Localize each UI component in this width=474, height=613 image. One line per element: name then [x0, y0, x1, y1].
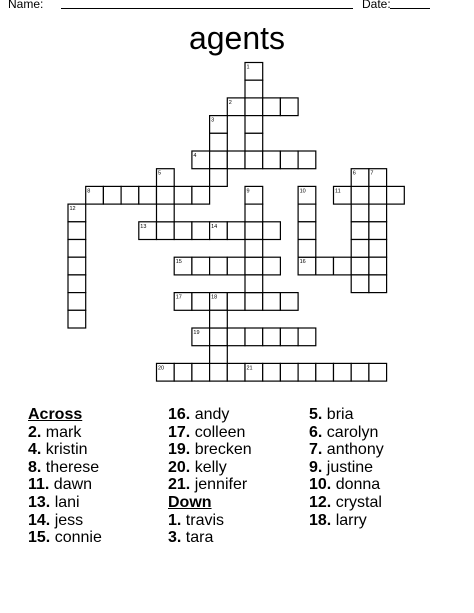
cell-number: 20 — [158, 365, 165, 372]
grid-cell[interactable] — [263, 363, 281, 381]
grid-cell[interactable] — [298, 204, 316, 222]
clue-text: colleen — [190, 423, 246, 441]
grid-cell[interactable] — [227, 151, 245, 169]
clue-text: justine — [322, 458, 374, 476]
name-label: Name: — [8, 0, 44, 11]
clue-text: anthony — [322, 441, 384, 459]
grid-cell[interactable] — [157, 204, 175, 222]
grid-cell[interactable] — [210, 310, 228, 328]
clue-number: 5. — [309, 406, 323, 423]
clue-number: 21. — [168, 476, 191, 494]
grid-cell[interactable] — [192, 293, 210, 311]
clue-number: 20. — [168, 458, 191, 476]
clue-text: kelly — [190, 458, 227, 476]
grid-cell[interactable] — [245, 98, 263, 116]
cell-number: 9 — [246, 188, 250, 195]
clue-number: 2. — [28, 423, 42, 441]
clue-number: 12. — [309, 493, 332, 511]
grid-cell[interactable] — [351, 275, 369, 293]
grid-cell[interactable] — [245, 116, 263, 134]
grid-cell[interactable] — [263, 293, 281, 311]
grid-cell[interactable] — [210, 328, 228, 346]
clue-item — [28, 512, 102, 530]
clue-heading-across: Across — [28, 406, 83, 423]
grid-cell[interactable] — [245, 80, 263, 98]
grid-cell[interactable] — [192, 222, 210, 240]
grid-cell[interactable] — [369, 186, 387, 204]
clue-column-1 — [28, 406, 102, 547]
clue-item — [168, 459, 252, 477]
grid-cell[interactable] — [351, 257, 369, 275]
cell-number: 21 — [246, 365, 253, 372]
grid-cell[interactable] — [369, 204, 387, 222]
grid-cell[interactable] — [334, 257, 352, 275]
clue-item — [168, 424, 252, 442]
grid-cell[interactable] — [245, 257, 263, 275]
cell-number: 17 — [175, 294, 182, 301]
cell-number: 6 — [352, 170, 356, 177]
grid-cell[interactable] — [227, 257, 245, 275]
grid-cell[interactable] — [68, 257, 86, 275]
grid-cell[interactable] — [174, 363, 192, 381]
grid-cell[interactable] — [245, 275, 263, 293]
grid-cell[interactable] — [210, 151, 228, 169]
clue-heading-down: Down — [168, 493, 212, 511]
clue-column-2 — [168, 406, 252, 547]
puzzle-title: agents — [188, 20, 286, 56]
cell-number: 1 — [246, 64, 250, 71]
clue-number: 4. — [28, 441, 42, 459]
grid-cell[interactable] — [369, 363, 387, 381]
grid-cell[interactable] — [369, 275, 387, 293]
clue-text: lani — [50, 493, 80, 511]
clue-item — [28, 494, 102, 512]
cell-number: 13 — [140, 223, 147, 230]
clue-text: connie — [50, 529, 102, 547]
grid-cell[interactable] — [351, 222, 369, 240]
grid-cell[interactable] — [280, 363, 298, 381]
grid-cell[interactable] — [298, 240, 316, 258]
grid-cell[interactable] — [210, 363, 228, 381]
grid-cell[interactable] — [298, 363, 316, 381]
cell-number: 16 — [299, 259, 306, 266]
cell-number: 12 — [69, 206, 76, 213]
grid-cell[interactable] — [121, 186, 139, 204]
clue-item — [309, 406, 384, 424]
cell-number: 5 — [158, 170, 162, 177]
cell-number: 3 — [211, 117, 215, 124]
grid-cell[interactable] — [210, 133, 228, 151]
cell-number: 15 — [175, 259, 182, 266]
grid-cell[interactable] — [68, 275, 86, 293]
clue-number: 6. — [309, 423, 323, 441]
grid-cell[interactable] — [103, 186, 121, 204]
grid-cell[interactable] — [174, 186, 192, 204]
clue-number: 10. — [309, 476, 332, 494]
clue-number: 7. — [309, 441, 323, 459]
clue-item — [28, 441, 102, 459]
cell-number: 14 — [211, 223, 218, 230]
grid-cell[interactable] — [369, 240, 387, 258]
clue-text: therese — [41, 458, 100, 476]
grid-cell[interactable] — [210, 169, 228, 187]
clue-item — [309, 512, 384, 530]
cell-number: 2 — [228, 99, 232, 106]
clue-text: brecken — [190, 441, 252, 459]
grid-cell[interactable] — [280, 151, 298, 169]
cell-number: 18 — [211, 294, 218, 301]
clue-item — [309, 424, 384, 442]
grid-cell[interactable] — [157, 186, 175, 204]
grid-cell[interactable] — [210, 346, 228, 364]
clue-number: 13. — [28, 493, 51, 511]
clue-item — [309, 459, 384, 477]
grid-cell[interactable] — [68, 222, 86, 240]
grid-cell[interactable] — [245, 240, 263, 258]
clue-text: crystal — [331, 493, 382, 511]
grid-cell[interactable] — [387, 186, 405, 204]
grid-cell[interactable] — [316, 257, 334, 275]
grid-cell[interactable] — [298, 328, 316, 346]
cell-number: 7 — [370, 170, 374, 177]
clue-item — [168, 529, 252, 547]
grid-cell[interactable] — [245, 222, 263, 240]
clue-item — [168, 406, 252, 424]
grid-cell[interactable] — [227, 363, 245, 381]
grid-cell[interactable] — [192, 257, 210, 275]
grid-cell[interactable] — [210, 257, 228, 275]
grid-cell[interactable] — [245, 151, 263, 169]
grid-cell[interactable] — [263, 222, 281, 240]
clue-number: 8. — [28, 458, 42, 476]
grid-cell[interactable] — [174, 222, 192, 240]
clue-number: 16. — [168, 406, 191, 423]
clue-item — [28, 459, 102, 477]
clue-text: travis — [181, 511, 225, 529]
clue-text: tara — [181, 529, 214, 547]
grid-cell[interactable] — [227, 222, 245, 240]
clue-item — [28, 529, 102, 547]
grid-cell[interactable] — [280, 293, 298, 311]
grid-cell[interactable] — [351, 204, 369, 222]
grid-cell[interactable] — [334, 363, 352, 381]
clue-text: carolyn — [322, 423, 379, 441]
grid-cell[interactable] — [298, 222, 316, 240]
grid-cell[interactable] — [263, 257, 281, 275]
clue-text: mark — [41, 423, 82, 441]
grid-cell[interactable] — [68, 310, 86, 328]
grid-cell[interactable] — [351, 186, 369, 204]
clue-text: jess — [50, 511, 84, 529]
clue-number: 19. — [168, 441, 191, 459]
clue-number: 9. — [309, 458, 323, 476]
clue-item — [28, 424, 102, 442]
cell-number: 4 — [193, 153, 197, 159]
grid-cell[interactable] — [68, 293, 86, 311]
clue-text: dawn — [49, 476, 93, 494]
clue-item — [168, 512, 252, 530]
grid-cell[interactable] — [263, 328, 281, 346]
grid-cell[interactable] — [298, 151, 316, 169]
clue-number: 11. — [28, 476, 50, 494]
clue-item — [309, 476, 384, 494]
cell-number: 10 — [299, 188, 306, 195]
date-label: Date: — [362, 0, 391, 11]
clue-number: 17. — [168, 423, 191, 441]
grid-cell[interactable] — [351, 240, 369, 258]
grid-cell[interactable] — [245, 293, 263, 311]
grid-cell[interactable] — [245, 328, 263, 346]
clue-text: donna — [331, 476, 381, 494]
clue-text: larry — [331, 511, 367, 529]
clue-number: 3. — [168, 529, 182, 547]
clue-item — [168, 441, 252, 459]
grid-cell[interactable] — [245, 204, 263, 222]
grid-cell[interactable] — [157, 222, 175, 240]
grid-cell[interactable] — [263, 151, 281, 169]
clue-item — [309, 441, 384, 459]
grid-cell[interactable] — [263, 98, 281, 116]
grid-cell[interactable] — [227, 293, 245, 311]
clue-text: bria — [322, 406, 354, 423]
clue-text: andy — [190, 406, 230, 423]
clue-item — [28, 476, 102, 494]
clue-column-3 — [309, 406, 384, 529]
clue-number: 14. — [28, 511, 51, 529]
grid-cell[interactable] — [227, 328, 245, 346]
grid-cell[interactable] — [68, 240, 86, 258]
grid-cell[interactable] — [351, 363, 369, 381]
grid-cell[interactable] — [192, 363, 210, 381]
clue-item — [309, 494, 384, 512]
grid-cell[interactable] — [139, 186, 157, 204]
clue-item — [168, 476, 252, 494]
cell-number: 8 — [87, 188, 91, 195]
grid-cell[interactable] — [316, 363, 334, 381]
clue-text: jennifer — [190, 476, 248, 494]
grid-cell[interactable] — [192, 186, 210, 204]
clue-number: 15. — [28, 529, 51, 547]
grid-cell[interactable] — [369, 257, 387, 275]
grid-cell[interactable] — [369, 222, 387, 240]
cell-number: 11 — [335, 188, 341, 195]
cell-number: 19 — [193, 330, 200, 336]
clue-number: 1. — [168, 511, 182, 529]
grid-cell[interactable] — [245, 133, 263, 151]
grid-cell[interactable] — [280, 328, 298, 346]
grid-cell[interactable] — [280, 98, 298, 116]
clue-text: kristin — [41, 441, 88, 459]
clue-number: 18. — [309, 511, 332, 529]
